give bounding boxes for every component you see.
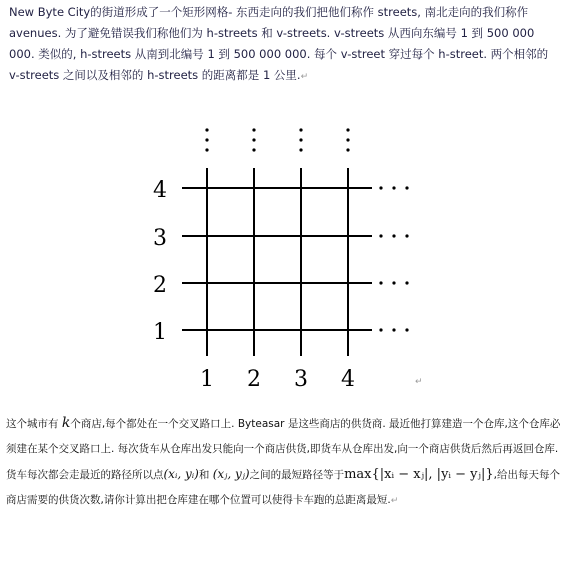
row-label: 1: [153, 320, 167, 345]
column-label: 1: [200, 367, 214, 392]
horizontal-ellipsis: [379, 186, 408, 189]
point-j: (xⱼ, yⱼ): [212, 467, 250, 481]
task-text-5: ,给出每天每个商店需要的供货次数,请你计算出把仓库建在哪个位置可以使得卡车跑的总距离最短.: [6, 469, 560, 506]
column-label: 2: [247, 367, 261, 392]
task-text-1: 这个城市有: [6, 418, 62, 430]
row-label: 2: [153, 273, 167, 298]
vertical-ellipsis: [252, 128, 255, 151]
horizontal-ellipsis: [379, 234, 408, 237]
max-expression: max{|xᵢ − xⱼ|, |yᵢ − yⱼ|}: [344, 467, 494, 482]
row-label: 4: [153, 178, 167, 203]
paragraph-mark: ↵: [300, 72, 309, 82]
column-label: 3: [294, 367, 308, 392]
paragraph-mark: ↵: [415, 377, 423, 387]
point-i: (xᵢ, yᵢ): [163, 467, 199, 481]
task-text-2: 个商店,每个都处在一个交叉路口上. Byteasar 是这些商店的供货商. 最近他打算建造一个仓库,这个仓库必须建在某个交叉路口上. 每次货车从仓库出发只能向一个商店供货,即货车从仓库出发,向一个商店供货后然后再返回仓库. 货车每次都会走最近的路径所以点: [6, 418, 561, 481]
vertical-ellipsis: [205, 128, 208, 151]
variable-k: k: [61, 415, 71, 431]
task-paragraph: [6, 411, 562, 514]
column-label: 4: [341, 367, 355, 392]
task-text-3: 和: [198, 469, 213, 481]
horizontal-ellipsis: [379, 328, 408, 331]
task-text-4: 之间的最短路径等于: [249, 469, 345, 481]
intro-text: New Byte City的街道形成了一个矩形网格- 东西走向的我们把他们称作 streets, 南北走向的我们称作 avenues. 为了避免错误我们称他们为 h-streets 和 v-streets. v-streets 从西向东编号 1 到 500 000 000. 类似的, h-streets 从南到北编号 1 到 500 000 000. 每个 v-street 穿过每个 h-street. 两个相邻的 v-streets 之间以及相邻的 h-streets 的距离都是 1 公里.: [9, 5, 549, 82]
vertical-ellipsis: [299, 128, 302, 151]
horizontal-ellipsis: [379, 281, 408, 284]
paragraph-mark: ↵: [390, 496, 399, 506]
vertical-ellipsis: [346, 128, 349, 151]
row-label: 3: [153, 226, 167, 251]
